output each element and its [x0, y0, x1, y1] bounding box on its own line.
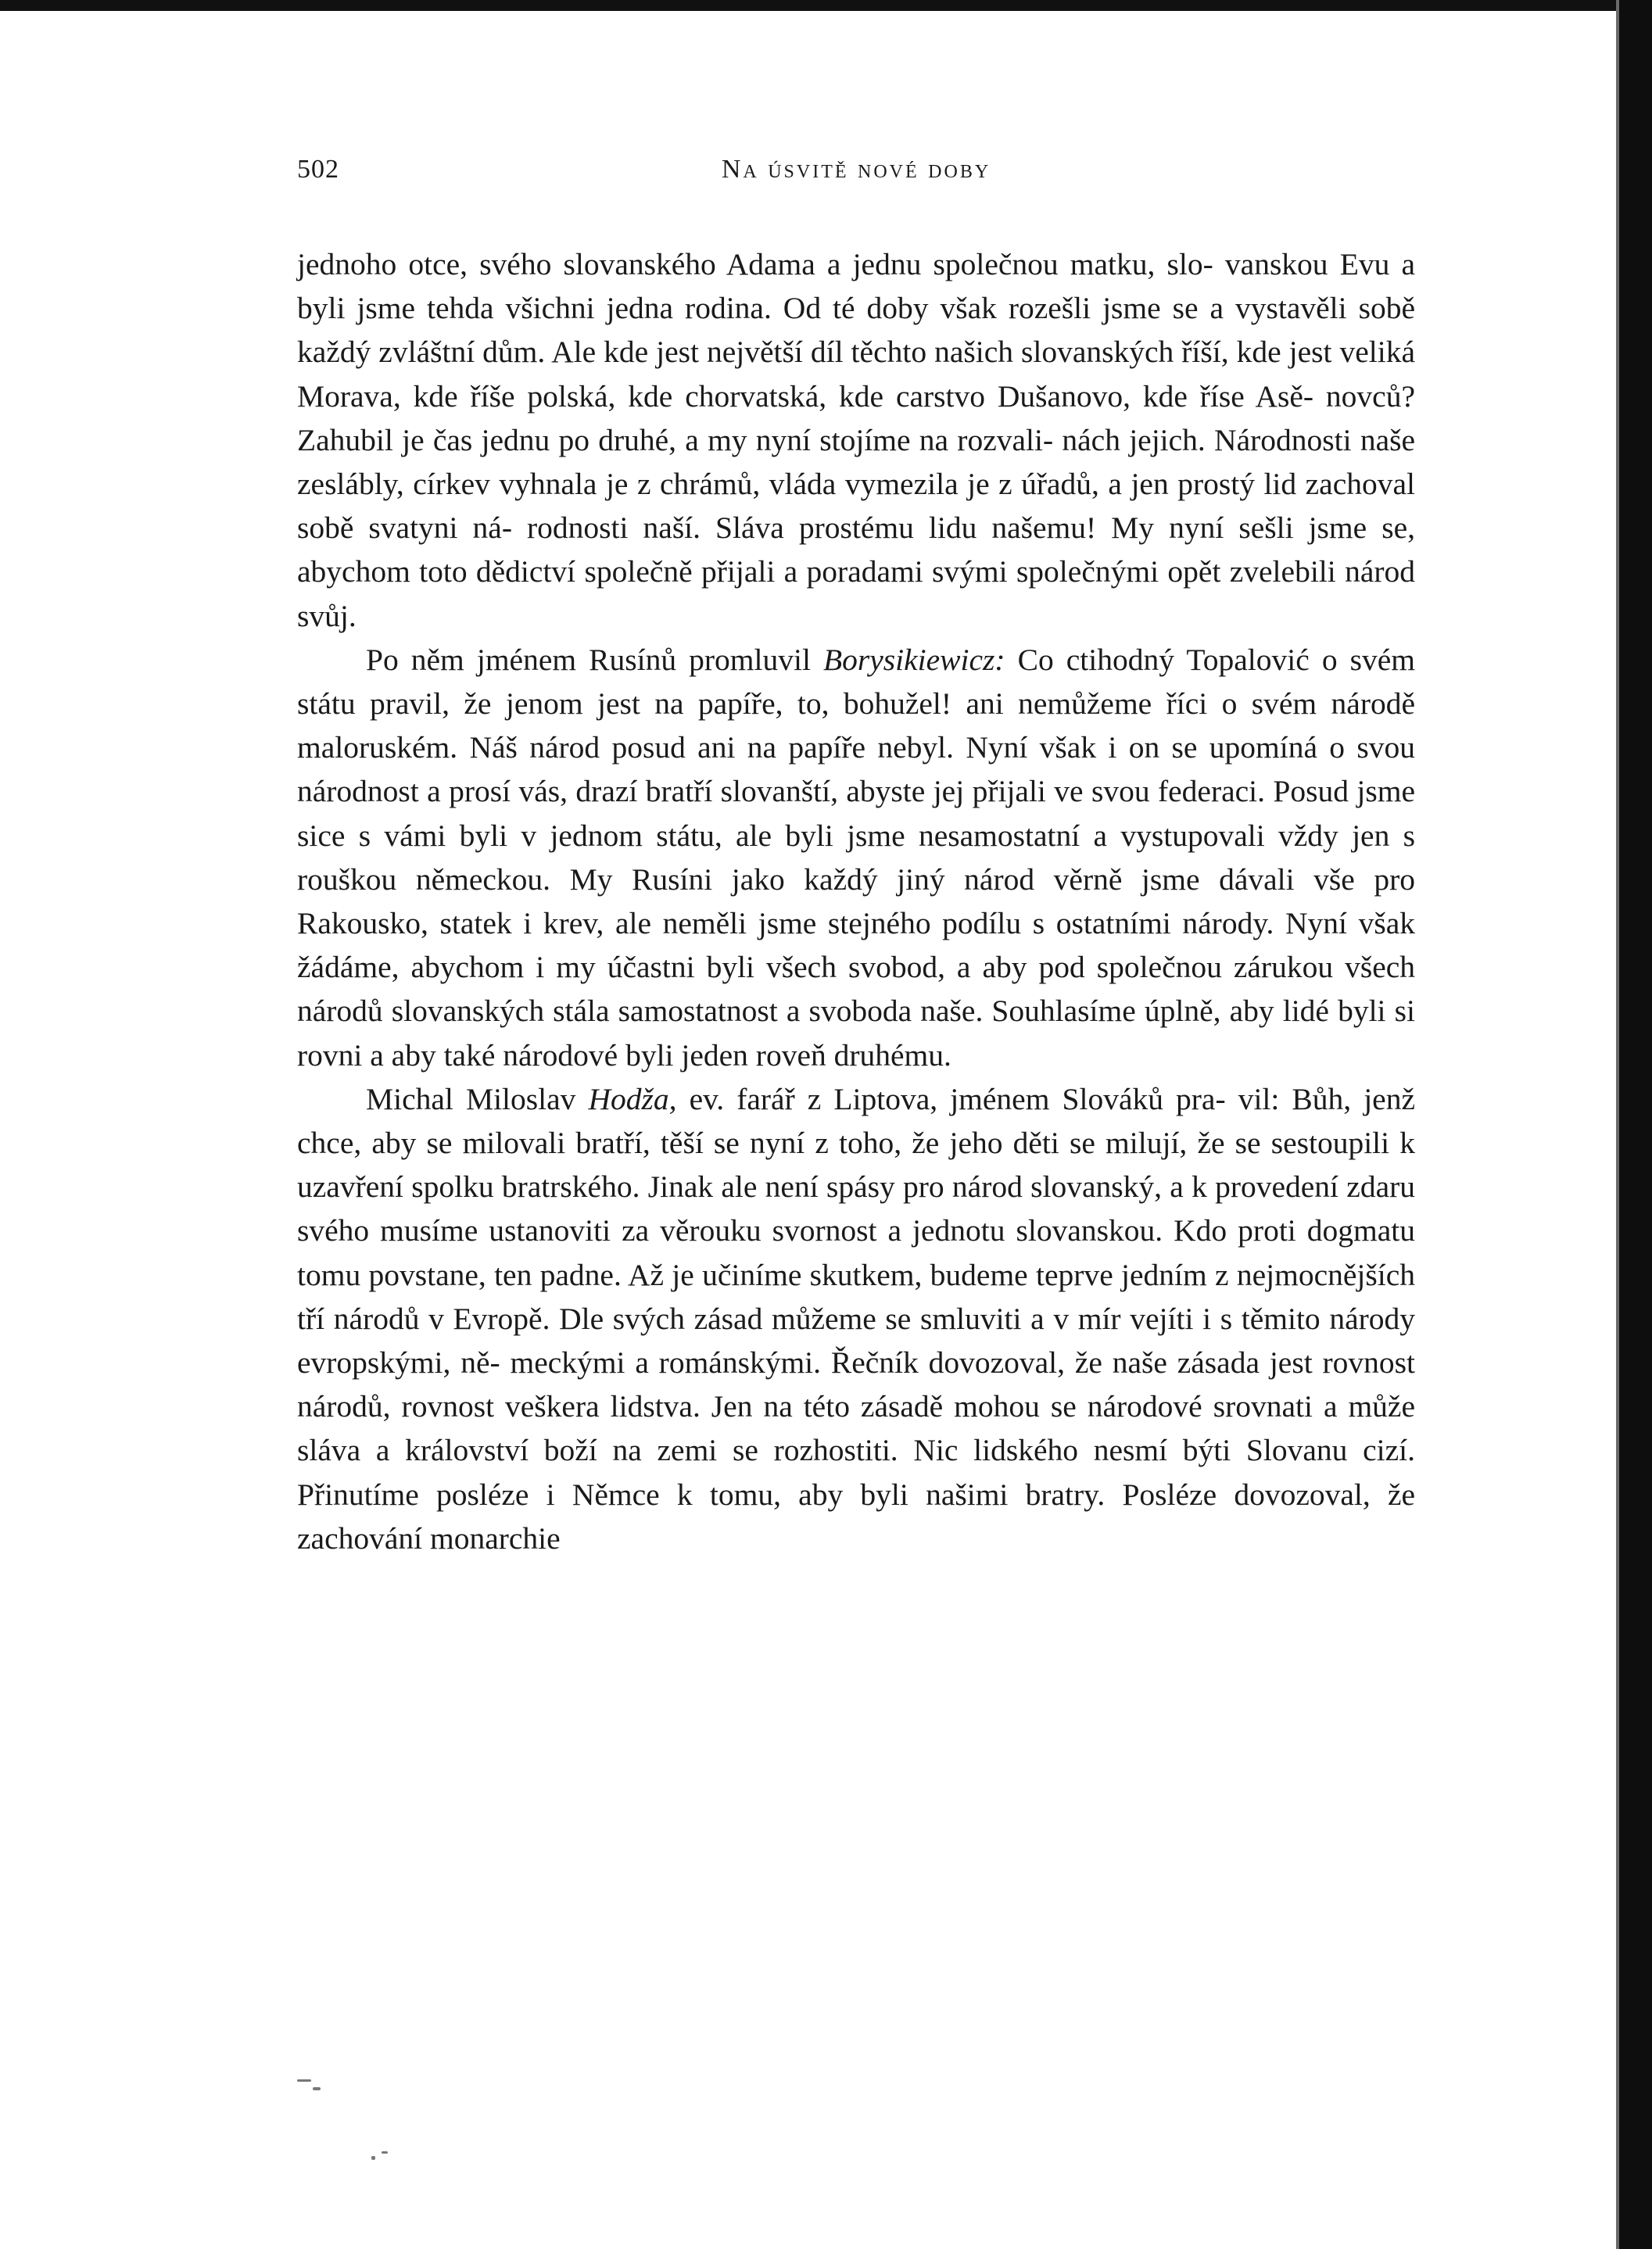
text-line: Topalović o svém státu pravil, že jenom jest na papíře, to, bohužel!	[297, 642, 1416, 722]
paragraph	[297, 638, 1415, 1077]
text-line: lidského nesmí býti Slovanu cizí. Přinutíme posléze i Němce k tomu,	[297, 1433, 1415, 1512]
text-line: jeho děti se milují, že se sestoupili k uzavření spolku bratrského.	[297, 1126, 1416, 1205]
text-line: vil: Bůh, jenž chce, aby se milovali bratří, těší se nyní z toho, že	[297, 1081, 1415, 1161]
text-line: meckými a románskými. Řečník dovozoval, že naše zásada jest rovnost	[510, 1345, 1416, 1381]
scan-specks	[289, 2056, 430, 2173]
text-line: vystupovali vždy jen s rouškou německou. My Rusíni jako každý jiný	[297, 818, 1416, 897]
text-line: ev. farář z Liptova, jménem Slováků pra-	[676, 1081, 1226, 1116]
body-text	[297, 242, 1415, 1560]
text-line: druhému.	[833, 1037, 951, 1073]
text-line: opět zvelebili národ svůj.	[297, 554, 1416, 633]
speaker-name: Hodža,	[588, 1081, 677, 1116]
scan-speck	[371, 2156, 375, 2160]
scan-speck	[297, 2079, 311, 2082]
text-line: jednoho otce, svého slovanského Adama a jednu společnou matku, slo-	[297, 247, 1213, 281]
running-head	[297, 155, 1415, 194]
text-line: na papíře nebyl. Nyní však i on se upomíná o svou národnost a prosí	[297, 730, 1415, 809]
text-line: Jinak ale není spásy pro národ slovanský, a k provedení zdaru svého	[297, 1169, 1416, 1248]
text-line: ani nemůžeme říci o svém národě maloruském. Náš národ posud ani	[297, 686, 1416, 765]
text-line: jsme stejného podílu s ostatními národy. Nyní však žádáme, abychom	[297, 906, 1416, 985]
scan-right-edge	[1619, 0, 1652, 2249]
text-line: vás, drazí bratří slovanští, abyste jej přijali ve svou federaci. Posud	[518, 774, 1349, 809]
text-line: Michal Miloslav	[366, 1081, 589, 1116]
text-line: národ věrně jsme dávali vše pro Rakousko, statek i krev, ale neměli	[297, 861, 1416, 941]
text-line: srovnati a může sláva a království boží na zemi se rozhostiti. Nic	[297, 1389, 1415, 1468]
text-line: musíme ustanoviti za věrouku svornost a jednotu slovanskou. Kdo proti	[380, 1213, 1296, 1248]
text-line: Po něm jménem Rusínů promluvil	[366, 642, 824, 677]
text-line: abychom toto dědictví společně přijali a poradami svými společnými	[297, 554, 1159, 589]
paragraph	[297, 242, 1415, 638]
page-number: 502	[297, 155, 339, 184]
text-line: kde říše polská, kde chorvatská, kde carstvo Dušanovo, kde říse Asě-	[413, 378, 1314, 414]
text-line: novců? Zahubil je čas jednu po druhé, a my nyní stojíme na rozvali-	[297, 378, 1415, 457]
text-line: i my účastni byli všech svobod, a aby pod společnou zárukou všech	[536, 950, 1416, 985]
running-title: Na úsvitě nové doby	[721, 155, 991, 184]
text-line: jsme sice s vámi byli v jednom státu, ale byli jsme nesamostatní a	[297, 774, 1415, 853]
text-line: národů, rovnost veškera lidstva. Jen na této zásadě mohou se národové	[297, 1389, 1202, 1424]
text-line: můžeme se smluviti a v mír vejíti i s těmito národy evropskými, ně-	[297, 1301, 1416, 1381]
scan-speck	[382, 2151, 388, 2154]
text-line: vanskou Evu a byli jsme tehda všichni jedna rodina. Od té doby	[297, 247, 1415, 326]
text-line: dogmatu tomu povstane, ten padne. Až je učiníme skutkem, budeme	[297, 1213, 1416, 1292]
scan-top-edge	[0, 0, 1652, 11]
text-line: Co ctihodný	[1005, 642, 1175, 677]
text-line: úplně, aby lidé byli si rovni a aby také národové byli jeden roveň	[297, 994, 1415, 1073]
scan-speck	[313, 2087, 321, 2090]
text-line: teprve jedním z nejmocnějších tří národů v Evropě. Dle svých zásad	[297, 1257, 1416, 1336]
text-line: vláda vymezila je z úřadů, a jen prostý lid zachoval sobě svatyni ná-	[297, 467, 1416, 546]
text-line: aby byli našimi bratry. Posléze dovozoval, že zachování monarchie	[297, 1477, 1416, 1556]
text-line: jest největší díl těchto našich slovanských říší, kde jest veliká Morava,	[297, 335, 1415, 414]
text-line: nách jejich. Národnosti naše zeslábly, církev vyhnala je z chrámů,	[297, 422, 1416, 502]
text-line: však rozešli jsme se a vystavěli sobě každý zvláštní dům. Ale kde	[297, 291, 1415, 370]
paragraph	[297, 1077, 1415, 1560]
text-line: rodnosti naší. Sláva prostému lidu našemu! My nyní sešli jsme se,	[527, 510, 1415, 546]
text-line: národů slovanských stála samostatnost a svoboda naše. Souhlasíme	[297, 994, 1136, 1029]
speaker-name: Borysikiewicz:	[823, 642, 1005, 677]
